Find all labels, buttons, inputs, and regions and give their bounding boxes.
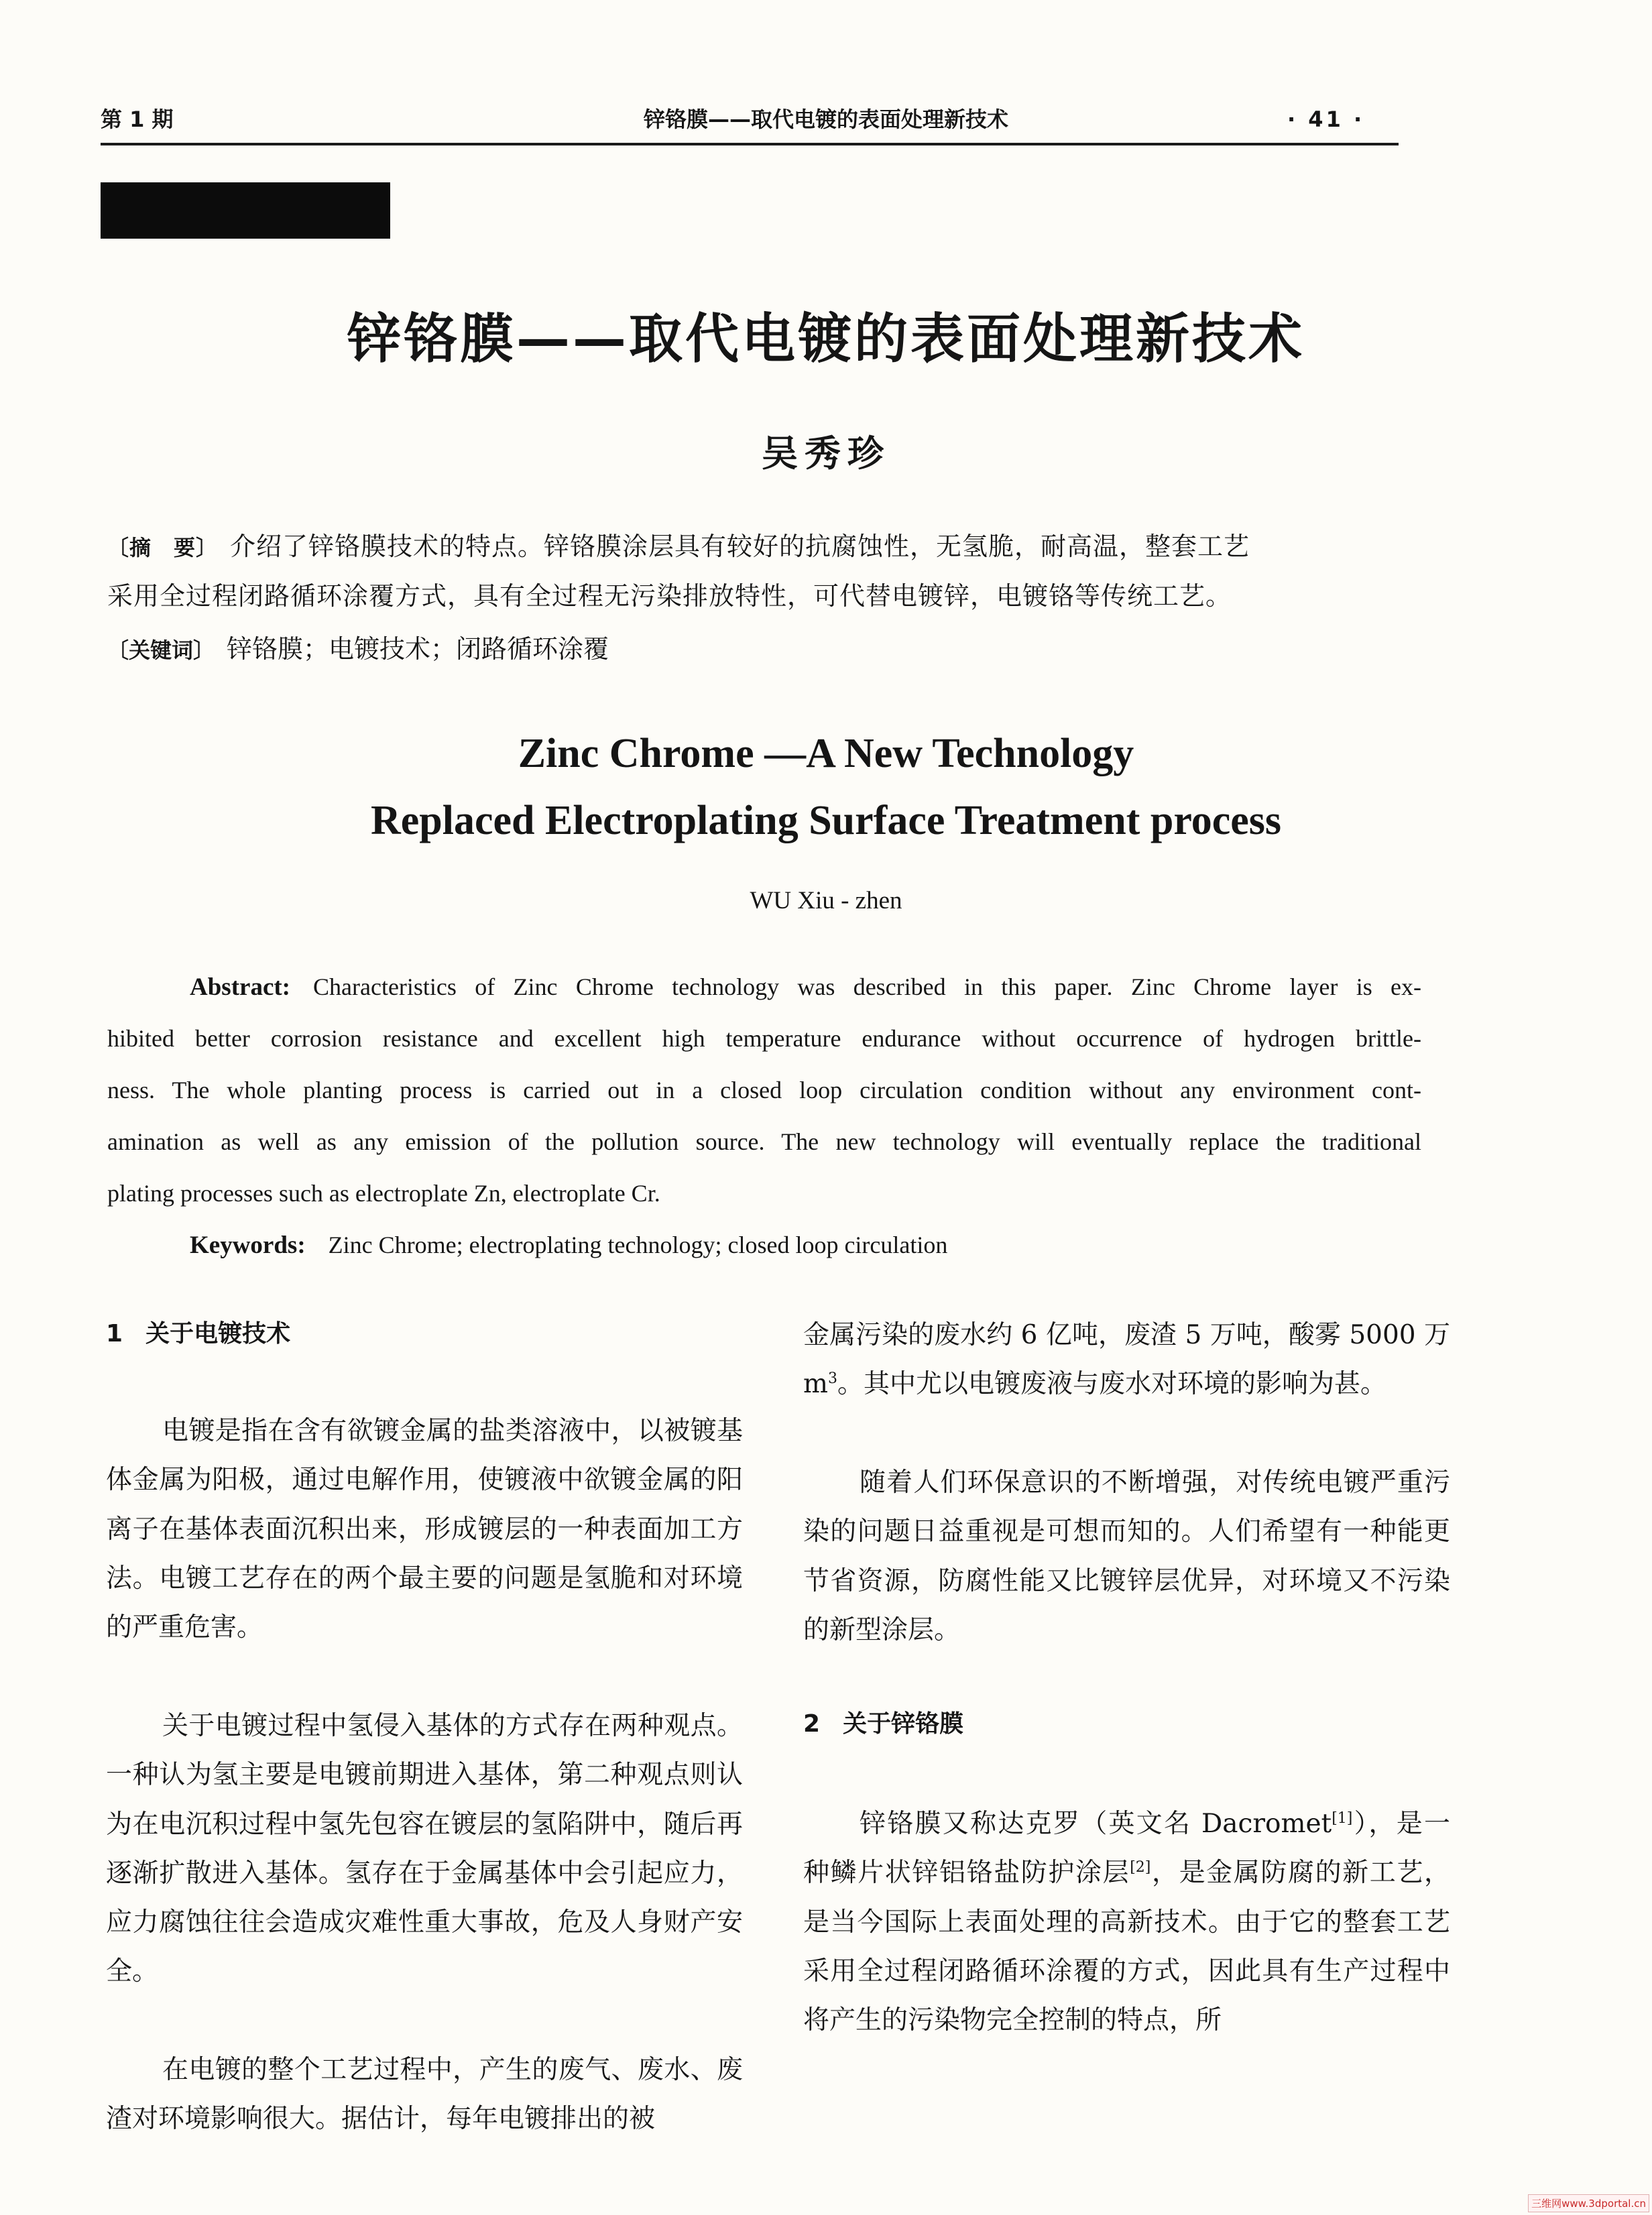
author-en: WU Xiu - zhen bbox=[750, 887, 902, 914]
abstract-en-line3: ness. The whole planting process is carried out in a closed loop circulation condition without any environment cont- bbox=[107, 1077, 1421, 1103]
abstract-en-text1: Characteristics of Zinc Chrome technology was described in this paper. Zinc Chrome layer is ex- bbox=[313, 973, 1421, 1000]
article-title-cn: 锌铬膜——取代电镀的表面处理新技术 bbox=[347, 308, 1305, 370]
abstract-cn-label: 〔摘 要〕 bbox=[107, 535, 219, 560]
article-title-en-line1: Zinc Chrome —A New Technology bbox=[518, 731, 1134, 776]
section2-number: 2 bbox=[803, 1710, 821, 1738]
section1-paragraph2: 关于电镀过程中氢侵入基体的方式存在两种观点。一种认为氢主要是电镀前期进入基体，第二种观点则认为在电沉积过程中氢先包容在镀层的氢陷阱中，随后再逐渐扩散进入基体。氢存在于金属基体中会引起应力，应力腐蚀往往会造成灾难性重大事故，危及人身财产安全。 bbox=[106, 1711, 743, 1987]
p3-cont-text-a: 金属污染的废水约 6 亿吨，废渣 5 万吨，酸雾 5000 万 m bbox=[803, 1320, 1450, 1400]
s2-text-a: 锌铬膜又称达克罗（英文名 Dacromet bbox=[860, 1809, 1332, 1839]
keywords-cn-label: 〔关键词〕 bbox=[107, 638, 215, 663]
abstract-cn-line2: 采用全过程闭路循环涂覆方式，具有全过程无污染排放特性，可代替电镀锌，电镀铬等传统工艺。 bbox=[107, 581, 1232, 611]
keywords-cn bbox=[107, 632, 1421, 668]
section1-paragraph3-continued bbox=[803, 1311, 1450, 1409]
section1-paragraph4: 随着人们环保意识的不断增强，对传统电镀严重污染的问题日益重视是可想而知的。人们希望有一种能更节省资源，防腐性能又比镀锌层优异，对环境又不污染的新型涂层。 bbox=[803, 1468, 1450, 1645]
abstract-en-label: Abstract: bbox=[190, 973, 291, 1001]
citation-2: [2] bbox=[1130, 1859, 1151, 1876]
abstract-cn-text1: 介绍了锌铬膜技术的特点。锌铬膜涂层具有较好的抗腐蚀性，无氢脆，耐高温，整套工艺 bbox=[230, 532, 1250, 561]
article-title-en-line2: Replaced Electroplating Surface Treatment process bbox=[370, 798, 1282, 843]
header-rule bbox=[101, 143, 1399, 145]
section1-number: 1 bbox=[106, 1320, 123, 1348]
keywords-en-label: Keywords: bbox=[190, 1232, 306, 1259]
section2-title: 关于锌铬膜 bbox=[843, 1710, 964, 1738]
s2-text-b: ），是一种鳞片状锌铝铬盐防护涂层 bbox=[803, 1809, 1450, 1889]
keywords-en bbox=[190, 1230, 1504, 1261]
redacted-block bbox=[101, 182, 390, 239]
issue-number: 第 1 期 bbox=[101, 107, 174, 132]
page-number: · 41 · bbox=[1287, 107, 1365, 132]
s2-text-c: ，是金属防腐的新工艺，是当今国际上表面处理的高新技术。由于它的整套工艺采用全过程闭路循环涂覆的方式，因此具有生产过程中将产生的污染物完全控制的特点，所 bbox=[803, 1858, 1450, 2036]
abstract-en-line5: plating processes such as electroplate Zn, electroplate Cr. bbox=[107, 1180, 660, 1207]
abstract-en-line2: hibited better corrosion resistance and excellent high temperature endurance without occurrence of hydrogen brittle- bbox=[107, 1025, 1421, 1052]
running-title: 锌铬膜——取代电镀的表面处理新技术 bbox=[643, 107, 1008, 132]
section1-paragraph3: 在电镀的整个工艺过程中，产生的废气、废水、废渣对环境影响很大。据估计，每年电镀排出的被 bbox=[106, 2055, 743, 2135]
citation-1: [1] bbox=[1332, 1810, 1353, 1827]
section1-paragraph1: 电镀是指在含有欲镀金属的盐类溶液中，以被镀基体金属为阳极，通过电解作用，使镀液中欲镀金属的阳离子在基体表面沉积出来，形成镀层的一种表面加工方法。电镀工艺存在的两个最主要的问题是氢脆和对环境的严重危害。 bbox=[106, 1416, 743, 1643]
watermark: 三维网www.3dportal.cn bbox=[1528, 2194, 1649, 2212]
section1-heading bbox=[106, 1318, 290, 1350]
keywords-cn-text: 锌铬膜；电镀技术；闭路循环涂覆 bbox=[227, 634, 609, 664]
abstract-cn-line1 bbox=[107, 529, 1421, 565]
author-cn: 吴秀珍 bbox=[762, 432, 890, 475]
abstract-en-line1 bbox=[190, 971, 1421, 1003]
section2-heading bbox=[803, 1708, 963, 1740]
section2-paragraph1 bbox=[803, 1799, 1450, 2045]
section1-title: 关于电镀技术 bbox=[145, 1320, 291, 1348]
p3-cont-text-b: 。其中尤以电镀废液与废水对环境的影响为甚。 bbox=[837, 1369, 1386, 1400]
p3-cont-superscript: 3 bbox=[827, 1370, 837, 1388]
keywords-en-text: Zinc Chrome; electroplating technology; closed loop circulation bbox=[328, 1232, 948, 1258]
abstract-en-line4: amination as well as any emission of the pollution source. The new technology will eventually replace the traditional bbox=[107, 1128, 1421, 1155]
